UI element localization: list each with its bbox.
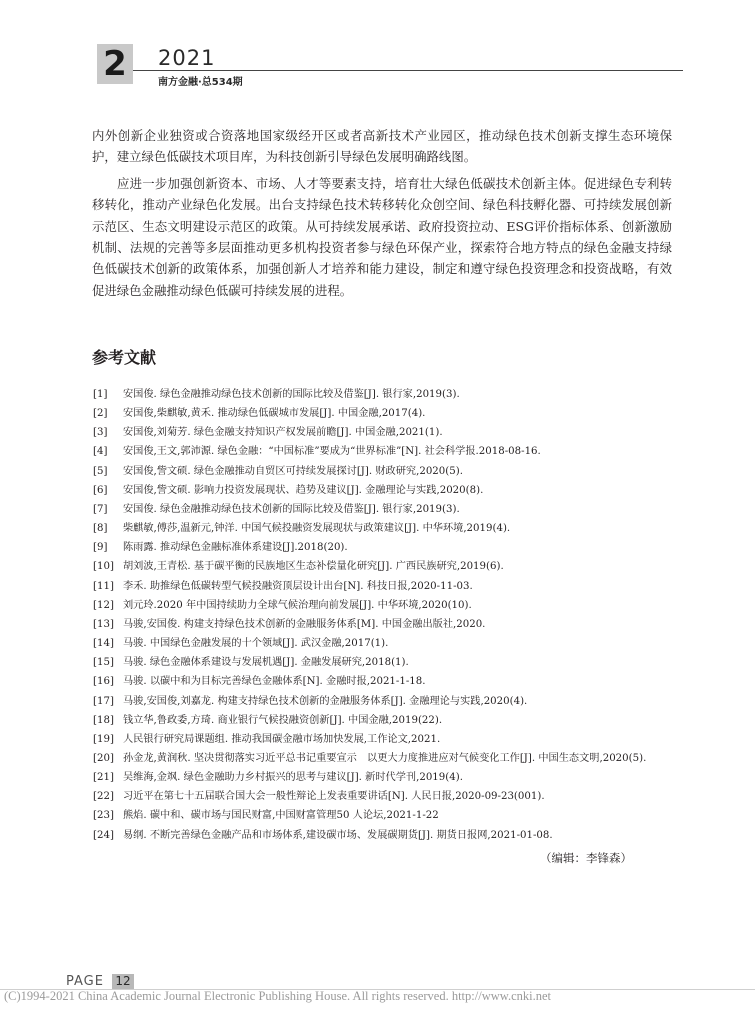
reference-text: 马骏,安国俊. 构建支持绿色技术创新的金融服务体系[M]. 中国金融出版社,2020. — [123, 618, 486, 630]
reference-item — [93, 634, 673, 653]
reference-number: [19] — [93, 733, 114, 745]
reference-text: 安国俊. 绿色金融推动绿色技术创新的国际比较及借鉴[J]. 银行家,2019(3). — [123, 389, 460, 400]
reference-item — [93, 385, 673, 404]
page-label: PAGE — [66, 974, 104, 989]
reference-number: [9] — [93, 542, 108, 554]
reference-text: 吴维海,金飒. 绿色金融助力乡村振兴的思考与建议[J]. 新时代学刊,2019(4). — [123, 772, 463, 784]
references-heading: 参考文献 — [92, 348, 157, 367]
reference-number: [22] — [93, 791, 114, 803]
reference-item — [93, 730, 673, 749]
reference-text: 熊焰. 碳中和、碳市场与国民财富,中国财富管理50 人论坛,2021-1-22 — [123, 810, 439, 822]
reference-text: 马骏. 中国绿色金融发展的十个领域[J]. 武汉金融,2017(1). — [123, 638, 389, 650]
reference-text: 柴麒敏,傅莎,温新元,钟洋. 中国气候投融资发展现状与政策建议[J]. 中华环境,2019(4). — [123, 523, 511, 535]
reference-number: [21] — [93, 772, 114, 784]
reference-text: 孙金龙,黄润秋. 坚决贯彻落实习近平总书记重要宣示 以更大力度推进应对气候变化工作[J]. 中国生态文明,2020(5). — [123, 752, 647, 764]
reference-item — [93, 519, 673, 538]
reference-text: 习近平在第七十五届联合国大会一般性辩论上发表重要讲话[N]. 人民日报,2020-09-23(001). — [123, 791, 545, 803]
reference-text: 人民银行研究局课题组. 推动我国碳金融市场加快发展,工作论文,2021. — [123, 733, 441, 745]
reference-text: 钱立华,鲁政委,方琦. 商业银行气候投融资创新[J]. 中国金融,2019(22). — [123, 714, 443, 726]
reference-number: [7] — [93, 503, 108, 515]
header-divider — [133, 70, 683, 71]
reference-number: [15] — [93, 657, 114, 669]
page-number: 12 — [112, 974, 134, 989]
reference-number: [18] — [93, 714, 114, 726]
reference-item — [93, 615, 673, 634]
reference-number: [17] — [93, 695, 114, 707]
reference-number: [3] — [93, 427, 108, 439]
reference-number: [2] — [93, 408, 108, 420]
reference-item — [93, 557, 673, 576]
body-paragraph: 内外创新企业独资或合资落地国家级经开区或者高新技术产业园区，推动绿色技术创新支撑生态环境保护，建立绿色低碳技术项目库，为科技创新引导绿色发展明确路线图。 — [92, 128, 672, 165]
reference-number: [10] — [93, 561, 114, 573]
reference-item — [93, 577, 673, 596]
reference-number: [1] — [93, 389, 108, 400]
reference-number: [23] — [93, 810, 114, 822]
reference-item — [93, 692, 673, 711]
reference-text: 马骏,安国俊,刘嘉龙. 构建支持绿色技术创新的金融服务体系[J]. 金融理论与实践,2020(4). — [123, 695, 528, 707]
reference-text: 马骏. 以碳中和为目标完善绿色金融体系[N]. 金融时报,2021-1-18. — [123, 676, 426, 688]
reference-item — [93, 653, 673, 672]
body-paragraph: 应进一步加强创新资本、市场、人才等要素支持，培育壮大绿色低碳技术创新主体。促进绿色专利转移转化，推动产业绿色化发展。出台支持绿色技术转移转化众创空间、绿色科技孵化器、可持续发展创新示范区、生态文明建设示范区的政策。从可持续发展承诺、政府投资拉动、ESG评价指标体系、创新激励机制、法规的完善等多层面推动更多机构投资者参与绿色环保产业，探索符合地方特点的绿色金融支持绿色低碳技术创新的政策体系，加强创新人才培养和能力建设，制定和遵守绿色投资理念和投资战略，有效促进绿色金融推动绿色低碳可持续发展的进程。 — [92, 175, 672, 298]
reference-item — [93, 826, 673, 845]
reference-number: [11] — [93, 580, 114, 592]
reference-number: [8] — [93, 523, 108, 535]
reference-text: 易纲. 不断完善绿色金融产品和市场体系,建设碳市场、发展碳期货[J]. 期货日报网,2021-01-08. — [123, 829, 553, 841]
reference-item — [93, 596, 673, 615]
journal-name: 南方金融·总534期 — [158, 77, 243, 88]
reference-text: 马骏. 绿色金融体系建设与发展机遇[J]. 金融发展研究,2018(1). — [123, 657, 409, 669]
reference-text: 陈雨露. 推动绿色金融标准体系建设[J].2018(20). — [123, 542, 348, 554]
reference-item — [93, 749, 673, 768]
reference-item — [93, 538, 673, 557]
article-body — [92, 125, 672, 301]
reference-number: [4] — [93, 446, 108, 458]
reference-item — [93, 672, 673, 691]
reference-text: 安国俊,柴麒敏,黄禾. 推动绿色低碳城市发展[J]. 中国金融,2017(4). — [123, 408, 426, 420]
reference-text: 胡刘波,王青松. 基于碳平衡的民族地区生态补偿量化研究[J]. 广西民族研究,2019(6). — [123, 561, 504, 573]
reference-text: 安国俊,刘菊芳. 绿色金融支持知识产权发展前瞻[J]. 中国金融,2021(1). — [123, 427, 443, 439]
reference-item — [93, 404, 673, 423]
copyright-notice: (C)1994-2021 China Academic Journal Electronic Publishing House. All rights reserved. http://www.cnki.net — [4, 989, 552, 1003]
reference-number: [5] — [93, 465, 108, 477]
reference-number: [13] — [93, 618, 114, 630]
reference-item — [93, 806, 673, 825]
reference-number: [14] — [93, 638, 114, 650]
reference-number: [12] — [93, 599, 114, 611]
reference-number: [16] — [93, 676, 114, 688]
reference-number: [20] — [93, 752, 114, 764]
reference-text: 安国俊,訾文硕. 影响力投资发展现状、趋势及建议[J]. 金融理论与实践,2020(8). — [123, 484, 484, 496]
reference-item — [93, 711, 673, 730]
reference-item — [93, 462, 673, 481]
reference-item — [93, 442, 673, 461]
issue-number-badge: 2 — [97, 44, 133, 84]
reference-text: 安国俊. 绿色金融推动绿色技术创新的国际比较及借鉴[J]. 银行家,2019(3). — [123, 503, 460, 515]
reference-item — [93, 423, 673, 442]
reference-number: [24] — [93, 829, 114, 841]
reference-item — [93, 481, 673, 500]
reference-text: 李禾. 助推绿色低碳转型气候投融资顶层设计出台[N]. 科技日报,2020-11-03. — [123, 580, 473, 592]
reference-item — [93, 500, 673, 519]
reference-item — [93, 787, 673, 806]
reference-list — [93, 385, 673, 845]
reference-text: 刘元玲.2020 年中国持续助力全球气候治理向前发展[J]. 中华环境,2020(10). — [123, 599, 472, 611]
issue-year: 2021 — [158, 46, 216, 70]
reference-text: 安国俊,王文,郭沛源. 绿色金融：“中国标准”要成为“世界标准”[N]. 社会科学报.2018-08-16. — [123, 446, 541, 458]
reference-item — [93, 768, 673, 787]
reference-text: 安国俊,訾文硕. 绿色金融推动自贸区可持续发展探讨[J]. 财政研究,2020(5). — [123, 465, 463, 477]
reference-number: [6] — [93, 484, 108, 496]
editor-credit: （编辑：李锋森） — [540, 851, 632, 865]
